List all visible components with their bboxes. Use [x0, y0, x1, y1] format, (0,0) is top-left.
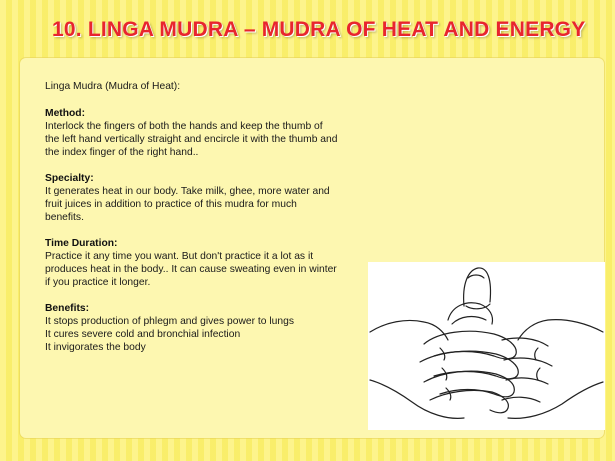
time-duration-section [45, 237, 385, 289]
body-line: Practice it any time you want. But don't practice it a lot as it [45, 251, 314, 262]
body-line: produces heat in the body.. It can cause sweating even in winter [45, 264, 337, 275]
body-line: the index finger of the right hand.. [45, 147, 199, 158]
body-line: if you practice it longer. [45, 277, 151, 288]
linga-mudra-hands-illustration [368, 262, 605, 430]
body-line: the left hand vertically straight and encircle it with the thumb and [45, 134, 338, 145]
body-line: benefits. [45, 212, 84, 223]
method-section [45, 107, 385, 159]
slide-body [45, 80, 385, 367]
body-line: It cures severe cold and bronchial infection [45, 329, 241, 340]
body-line: It invigorates the body [45, 342, 146, 353]
body-line: Interlock the fingers of both the hands and keep the thumb of [45, 121, 323, 132]
body-line: It stops production of phlegm and gives power to lungs [45, 316, 294, 327]
slide-title: 10. LINGA MUDRA – MUDRA OF HEAT AND ENERGY [52, 18, 586, 41]
section-heading: Benefits: [45, 303, 90, 314]
section-heading: Specialty: [45, 173, 94, 184]
body-line: It generates heat in our body. Take milk, ghee, more water and [45, 186, 330, 197]
body-line: fruit juices in addition to practice of this mudra for much [45, 199, 297, 210]
hands-icon [368, 262, 605, 430]
specialty-section [45, 172, 385, 224]
section-heading: Method: [45, 108, 86, 119]
intro-text: Linga Mudra (Mudra of Heat): [45, 81, 181, 92]
section-heading: Time Duration: [45, 238, 118, 249]
benefits-section [45, 302, 385, 354]
